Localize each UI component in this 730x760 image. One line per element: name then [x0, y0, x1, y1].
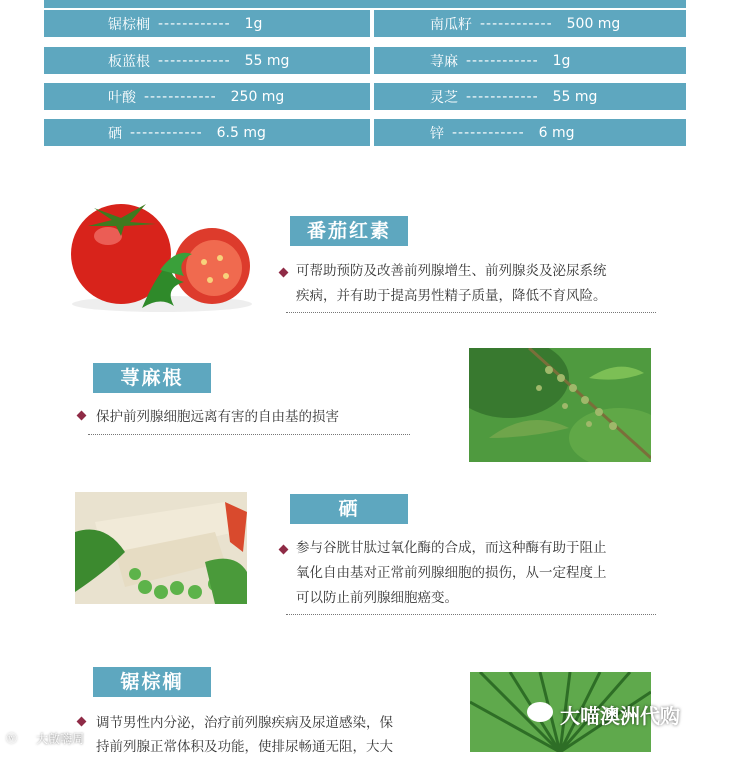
dotted-divider: [286, 614, 656, 615]
dotted-divider: [286, 312, 656, 313]
section-text: 保护前列腺细胞远离有害的自由基的损害: [96, 409, 339, 425]
salad-image: [75, 492, 247, 604]
section-text: 可帮助预防及改善前列腺增生、前列腺炎及泌尿系统: [296, 263, 607, 279]
nutrient-dashes: ------------: [466, 88, 539, 105]
nutrient-row: [44, 47, 370, 74]
nutrient-name: 锯棕榈: [108, 16, 150, 33]
section-title: 锯棕榈: [93, 667, 211, 697]
section-title: 荨麻根: [93, 363, 211, 393]
nutrient-amount: 500 mg: [566, 15, 621, 32]
nutrient-dashes: ------------: [130, 124, 203, 141]
nutrient-dashes: ------------: [452, 124, 525, 141]
tomato-image: [64, 196, 260, 316]
watermark-text: 大啟嗨周: [36, 732, 85, 746]
nutrient-row: [374, 119, 686, 146]
nutrient-name: 叶酸: [108, 89, 136, 106]
section-title: 硒: [290, 494, 408, 524]
nutrient-amount: 55 mg: [244, 52, 290, 69]
section-text: 持前列腺正常体积及功能，使排尿畅通无阻，大大: [96, 739, 393, 755]
wechat-icon: [527, 702, 553, 722]
nutrient-amount: 6.5 mg: [216, 124, 266, 141]
section-text: 疾病，并有助于提高男性精子质量，降低不育风险。: [296, 288, 607, 304]
nutrient-dashes: ------------: [144, 88, 217, 105]
nutrient-dashes: ------------: [480, 15, 553, 32]
nutrient-amount: 1g: [552, 52, 571, 69]
nutrient-name: 锌: [430, 125, 444, 142]
bullet-icon: [279, 268, 289, 278]
nutrient-amount: 55 mg: [552, 88, 598, 105]
nutrient-row: [44, 10, 370, 37]
dotted-divider: [88, 434, 410, 435]
bullet-icon: [279, 545, 289, 555]
nutrient-row: [44, 83, 370, 110]
nutrient-row: [374, 47, 686, 74]
nutrient-name: 板蓝根: [108, 53, 150, 70]
nutrient-name: 荨麻: [430, 53, 458, 70]
nutrient-dashes: ------------: [158, 52, 231, 69]
nutrient-name: 南瓜籽: [430, 16, 472, 33]
nutrient-row: [374, 10, 686, 37]
bullet-icon: [77, 411, 87, 421]
bullet-icon: [77, 717, 87, 727]
nutrient-name: 硒: [108, 125, 122, 142]
section-title: 番茄红素: [290, 216, 408, 246]
section-text: 可以防止前列腺细胞癌变。: [296, 590, 458, 606]
nutrient-amount: 1g: [244, 15, 263, 32]
watermark-text: 大喵澳洲代购: [560, 704, 680, 728]
nutrient-amount: 6 mg: [538, 124, 575, 141]
nutrient-dashes: ------------: [466, 52, 539, 69]
nutrient-name: 灵芝: [430, 89, 458, 106]
nutrient-row: [374, 83, 686, 110]
nutrient-dashes: ------------: [158, 15, 231, 32]
section-text: 参与谷胱甘肽过氧化酶的合成，而这种酶有助于阻止: [296, 540, 607, 556]
weibo-icon: ⓦ: [6, 732, 17, 745]
nutrient-amount: 250 mg: [230, 88, 285, 105]
nutrient-row: [44, 119, 370, 146]
nettle-image: [469, 348, 651, 462]
section-text: 氧化自由基对正常前列腺细胞的损伤，从一定程度上: [296, 565, 607, 581]
table-top-band: [44, 0, 686, 8]
section-text: 调节男性内分泌，治疗前列腺疾病及尿道感染，保: [96, 715, 393, 731]
